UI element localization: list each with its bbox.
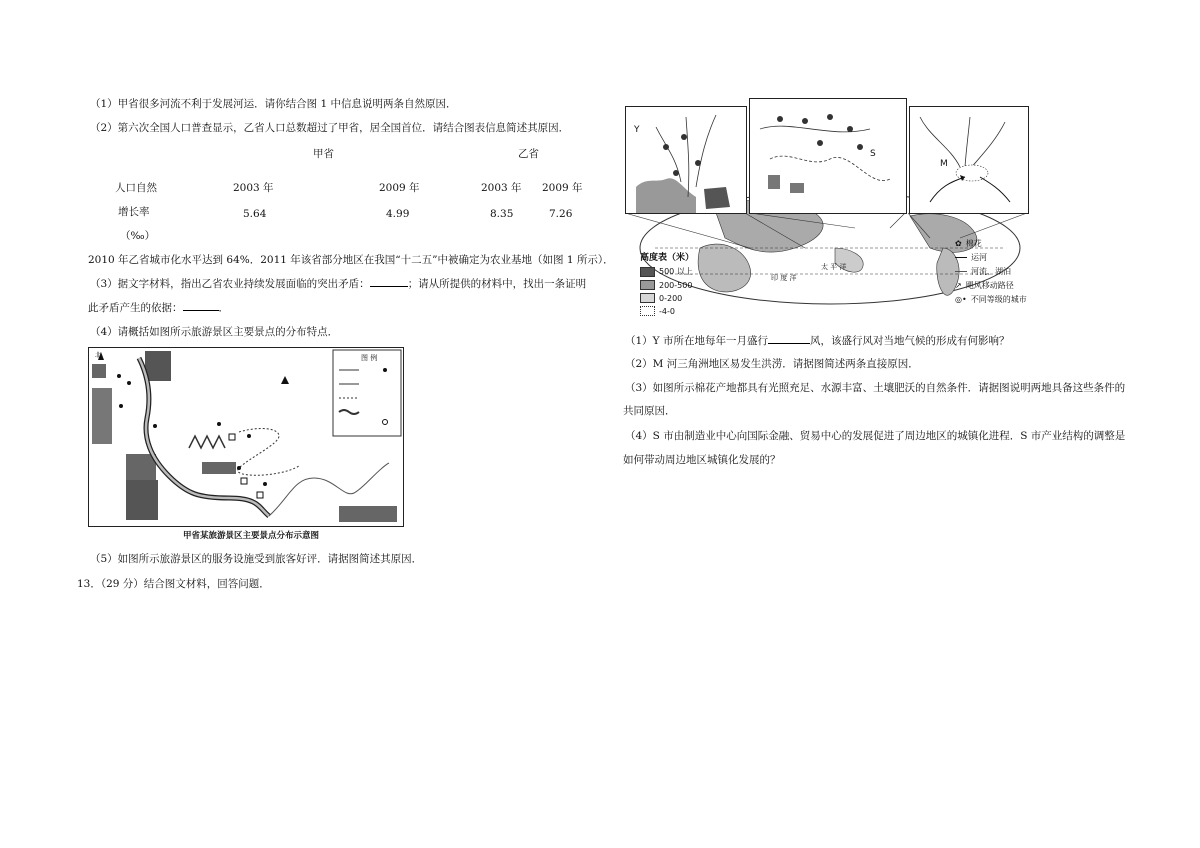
question-2: （2）第六次全国人口普查显示，乙省人口总数超过了甲省，居全国首位．请结合图表信息简述其原因． xyxy=(90,122,570,134)
legend-label: 0-200 xyxy=(659,293,683,303)
river-icon xyxy=(955,271,967,272)
question-1: （1）甲省很多河流不利于发展河运．请你结合图 1 中信息说明两条自然原因． xyxy=(90,98,457,110)
answer-blank[interactable] xyxy=(370,286,408,287)
question-4: （4）请概括如图所示旅游景区主要景点的分布特点． xyxy=(90,326,339,338)
legend-label: -4-0 xyxy=(659,306,675,316)
right-question-1 xyxy=(625,333,1009,348)
inset-label-m: M xyxy=(940,159,948,169)
city-icon: ◎• xyxy=(955,295,967,304)
question-3-part: ． xyxy=(218,302,229,314)
legend-swatch xyxy=(640,293,655,303)
table-year: 2003 年 xyxy=(481,182,522,194)
right-question-3: （3）如图所示棉花产地都具有光照充足、水源丰富、土壤肥沃的自然条件．请据图说明两地具备这些条件的 xyxy=(625,382,1126,394)
ocean-label-pacific: 太 平 洋 xyxy=(821,263,847,271)
legend-label: 500 以上 xyxy=(659,267,693,276)
question-13-heading: 13．（29 分）结合图文材料，回答问题． xyxy=(77,578,270,590)
table-value: 4.99 xyxy=(386,208,410,220)
legend-label: 棉花 xyxy=(965,239,982,248)
question-5: （5）如图所示旅游景区的服务设施受到旅客好评．请据图简述其原因． xyxy=(90,553,423,565)
question-3-part: （3）据文字材料，指出乙省农业持续发展面临的突出矛盾： xyxy=(90,278,370,290)
inset-map-m xyxy=(909,106,1029,214)
table-row-label: 人口自然 xyxy=(115,182,157,194)
table-year: 2003 年 xyxy=(233,182,274,194)
table-value: 5.64 xyxy=(243,208,267,220)
symbol-legend xyxy=(955,238,1027,308)
right-question-3-continued: 共同原因． xyxy=(623,405,676,417)
legend-label: 200-500 xyxy=(659,280,693,290)
tourism-legend-title: 图 例 xyxy=(361,354,378,362)
table-row-label: 增长率 xyxy=(118,206,150,218)
elevation-legend xyxy=(640,250,694,319)
svg-text:北: 北 xyxy=(95,352,102,359)
question-3-part: ；请从所提供的材料中，找出一条证明 xyxy=(407,278,587,290)
question-3-part: 此矛盾产生的依据： xyxy=(88,302,183,314)
right-question-4: （4）S 市由制造业中心向国际金融、贸易中心的发展促进了周边地区的城镇化进程．S 市产业结构的调整是 xyxy=(625,430,1126,442)
question-3 xyxy=(90,276,586,291)
material-paragraph: 2010 年乙省城市化水平达到 64%．2011 年该省部分地区在我国“十二五”中被确定为农业基地（如图 1 所示）． xyxy=(88,254,614,266)
right-question-2: （2）M 河三角洲地区易发生洪涝．请据图简述两条直接原因． xyxy=(625,358,919,370)
answer-blank[interactable] xyxy=(768,343,810,344)
table-value: 7.26 xyxy=(549,208,573,220)
right-question-4-continued: 如何带动周边地区城镇化发展的？ xyxy=(623,454,781,466)
legend-label: 飓风移动路径 xyxy=(965,281,1014,290)
inset-label-s: S xyxy=(870,149,876,159)
table-value: 8.35 xyxy=(490,208,514,220)
tourism-map-caption: 甲省某旅游景区主要景点分布示意图 xyxy=(183,531,320,541)
cotton-icon: ✿ xyxy=(955,239,962,248)
question-3-continued xyxy=(88,300,229,315)
legend-swatch xyxy=(640,267,655,277)
elevation-legend-title: 高度表（米） xyxy=(640,253,695,263)
legend-swatch xyxy=(640,280,655,290)
tourism-map xyxy=(88,347,404,527)
legend-label: 运河 xyxy=(971,253,987,262)
legend-label: 河流、湖泊 xyxy=(971,267,1011,276)
inset-map-s xyxy=(749,98,907,214)
inset-map-y xyxy=(625,106,747,214)
table-year: 2009 年 xyxy=(379,182,420,194)
table-group-b: 乙省 xyxy=(518,148,539,160)
arrow-icon: ↗ xyxy=(955,281,962,290)
inset-label-y: Y xyxy=(634,125,640,135)
table-group-a: 甲省 xyxy=(313,148,334,160)
legend-swatch xyxy=(640,306,655,316)
canal-icon xyxy=(955,257,967,258)
table-year: 2009 年 xyxy=(542,182,583,194)
right-question-1-part: 风，该盛行风对当地气候的形成有何影响？ xyxy=(809,335,1010,347)
right-question-1-part: （1）Y 市所在地每年一月盛行 xyxy=(625,335,768,347)
ocean-label-indian: 印 度 洋 xyxy=(771,274,797,282)
answer-blank[interactable] xyxy=(183,310,219,311)
table-row-unit: （‰） xyxy=(120,230,156,242)
legend-label: 不同等级的城市 xyxy=(970,295,1027,304)
